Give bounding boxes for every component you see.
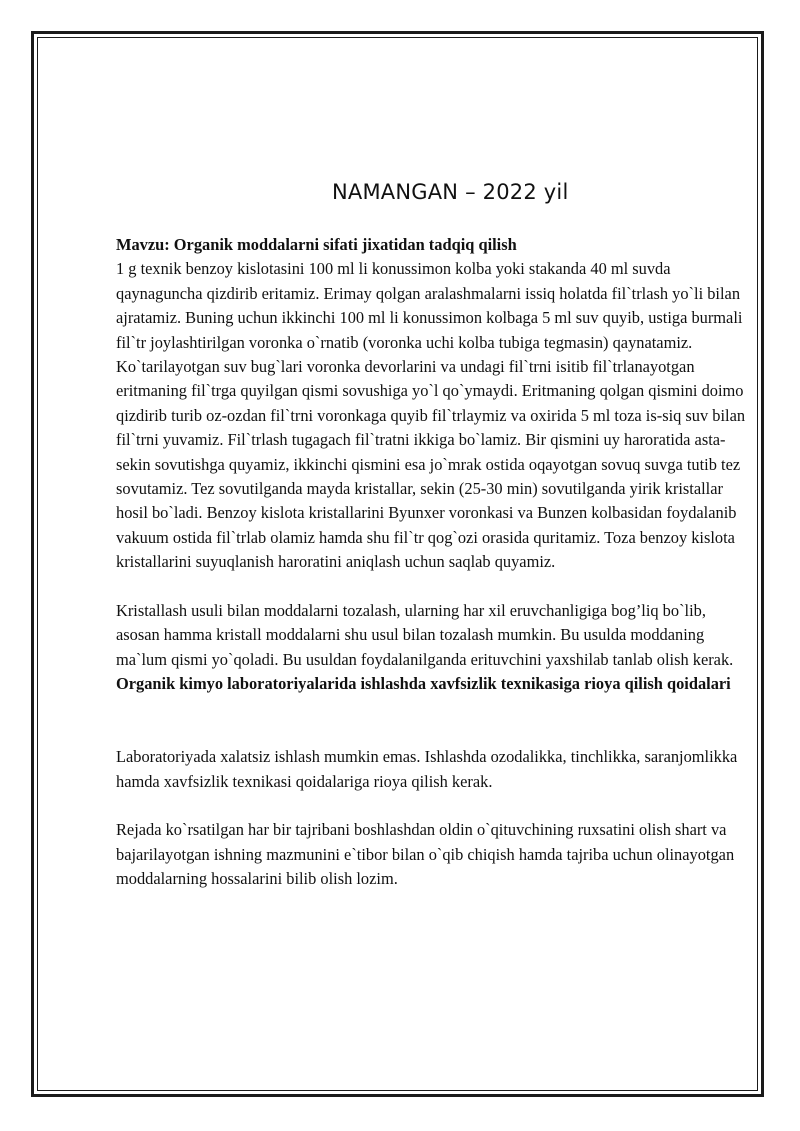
paragraph-procedure: 1 g texnik benzoy kislotasini 100 ml li konussimon kolba yoki stakanda 40 ml suvda qaynaguncha qizdirib eritamiz. Erimay qolgan aralashmalarni issiq holatda fil`trlash yo`li bilan ajratamiz. Buning uchun ikkinchi 100 ml li konussimon kolbaga 5 ml suv quyib, ustiga burmali fil`tr joylashtirilgan voronka o`rnatib (voronka uchi kolba tubiga tegmasin) qaynatamiz. Ko`tarilayotgan suv bug`lari voronka devorlarini va undagi fil`trni isitib fil`trlanayotgan eritmaning fil`trga quyilgan qismi sovushiga yo`l qo`ymaydi. Eritmaning qolgan qismini doimo qizdirib turib oz-ozdan fil`trni voronkaga quyib fil`trlaymiz va oxirida 5 ml toza is-siq suv bilan fil`trni yuvamiz. Fil`trlash tugagach fil`tratni ikkiga bo`lamiz. Bir qismini uy haroratida asta-sekin sovutishga quyamiz, ikkinchi qismini esa jo`mrak ostida oqayotgan sovuq suvga tutib tez sovutamiz. Tez sovutilganda mayda kristallar, sekin (25-30 min) sovutilganda yirik kristallar hosil bo`ladi. Benzoy kislota kristallarini Byunxer voronkasi va Bunzen kolbasidan foydalanib vakuum ostida fil`trlab olamiz hamda shu fil`tr qog`ozi orasida quritamiz. Toza benzoy kislota kristallarini suyuqlanish haroratini aniqlash uchun saqlab quyamiz. bbox=[116, 259, 746, 572]
document-body bbox=[116, 233, 746, 891]
paragraph-lab-rules: Laboratoriyada xalatsiz ishlash mumkin emas. Ishlashda ozodalikka, tinchlikka, saranjomlikka hamda xavfsizlik texnikasi qoidalariga rioya qilish kerak. bbox=[116, 747, 738, 791]
paragraph-crystallization: Kristallash usuli bilan moddalarni tozalash, ularning har xil eruvchanligiga bog’liq bo`lib, asosan hamma kristall moddalarni shu usul bilan tozalash mumkin. Bu usulda moddaning ma`lum qismi yo`qoladi. Bu usuldan foydalanilganda erituvchini yaxshilab tanlab olish kerak. bbox=[116, 600, 734, 669]
topic-title: Mavzu: Organik moddalarni sifati jixatidan tadqiq qilish bbox=[116, 235, 517, 254]
city-year-heading: NAMANGAN – 2022 yil bbox=[332, 180, 569, 204]
paragraph-experiment-rules: Rejada ko`rsatilgan har bir tajribani boshlashdan oldin o`qituvchining ruxsatini olish shart va bajarilayotgan ishning mazmunini e`tibor bilan o`qib chiqish hamda tajriba uchun olinayotgan moddalarning hossalarini bilib olish lozim. bbox=[116, 820, 735, 888]
safety-rules-title: Organik kimyo laboratoriyalarida ishlashda xavfsizlik texnikasiga rioya qilish qoidalari bbox=[116, 673, 731, 693]
